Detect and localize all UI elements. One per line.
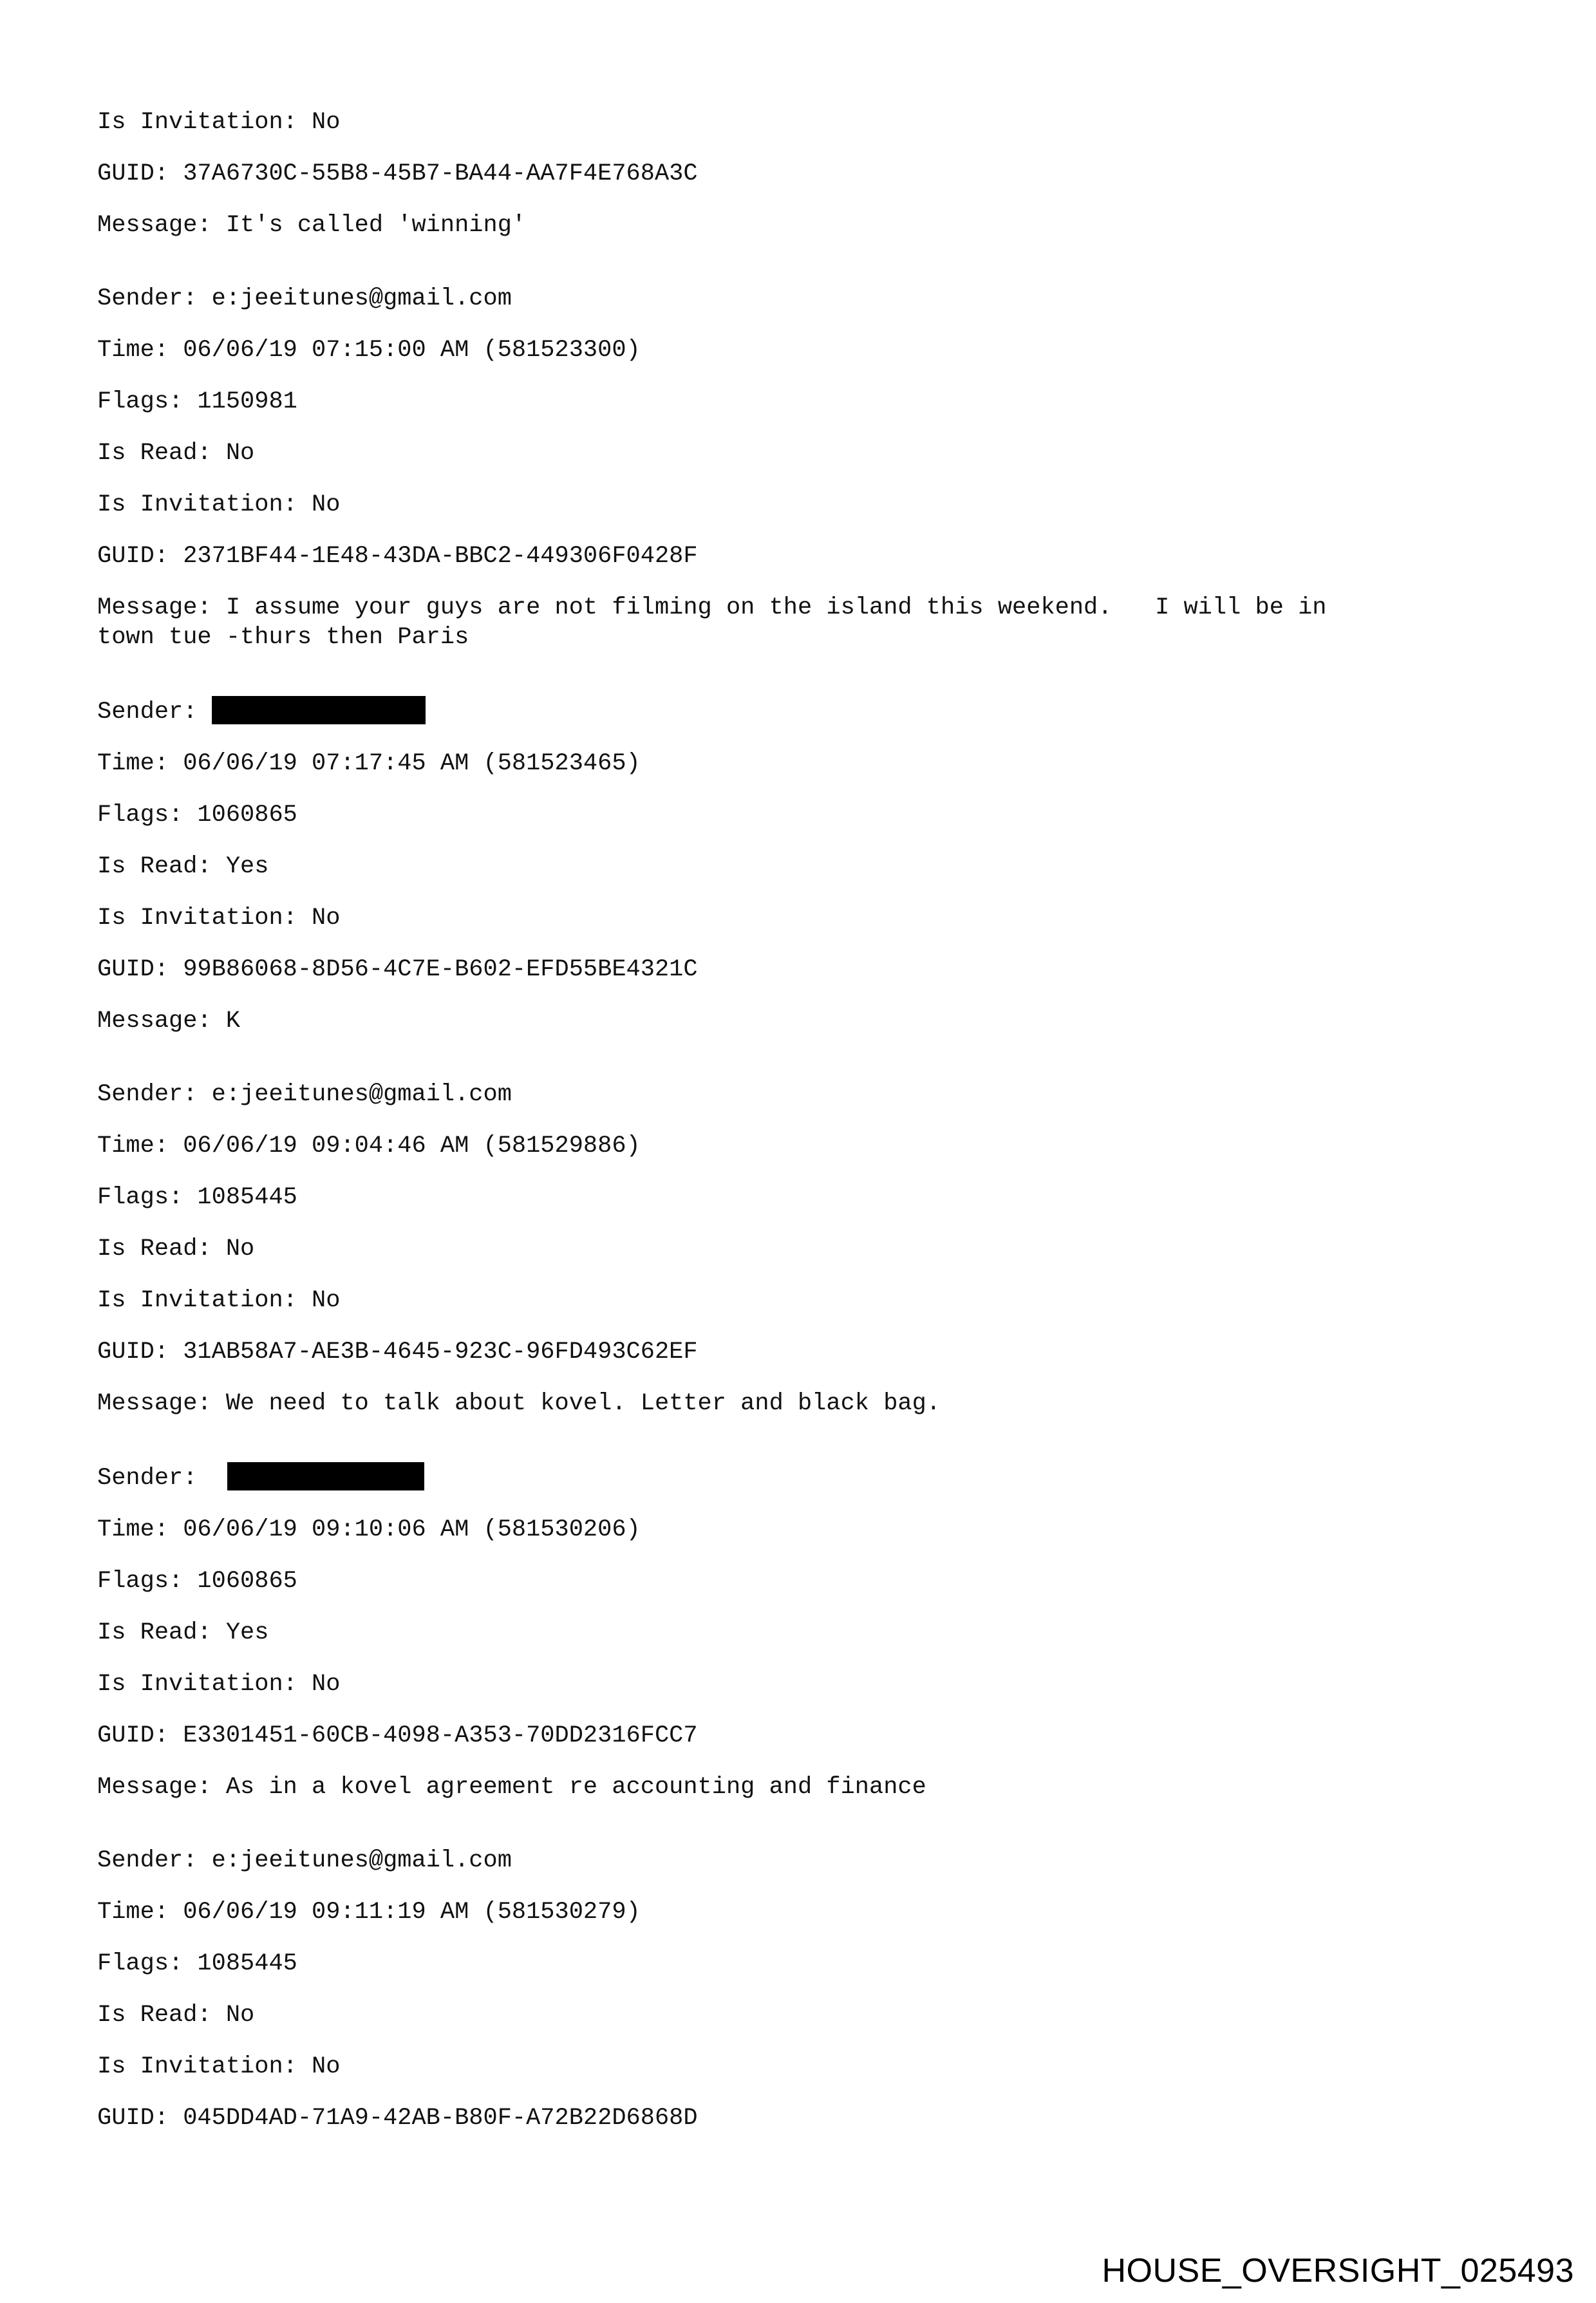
redaction-box — [227, 1462, 424, 1490]
sender-value: e:jeeitunes@gmail.com — [211, 1081, 512, 1108]
guid-line: GUID: 31AB58A7-AE3B-4645-923C-96FD493C62EF — [97, 1339, 698, 1366]
invitation-line: Is Invitation: No — [97, 109, 341, 136]
sender-line — [97, 1846, 1552, 1875]
flags-line: Flags: 1085445 — [97, 1184, 297, 1211]
sender-label: Sender: — [97, 1465, 212, 1492]
is-read-line: Is Read: Yes — [97, 853, 269, 880]
message-record — [97, 1080, 1552, 1418]
time-line: Time: 06/06/19 09:11:19 AM (581530279) — [97, 1899, 641, 1926]
time-line: Time: 06/06/19 07:15:00 AM (581523300) — [97, 337, 641, 364]
guid-line: GUID: 99B86068-8D56-4C7E-B602-EFD55BE4321C — [97, 956, 698, 983]
is-read-line: Is Read: No — [97, 2002, 255, 2029]
message-line: Message: We need to talk about kovel. Letter and black bag. — [97, 1390, 941, 1417]
flags-line: Flags: 1150981 — [97, 388, 297, 415]
flags-line: Flags: 1060865 — [97, 802, 297, 829]
time-line: Time: 06/06/19 09:04:46 AM (581529886) — [97, 1133, 641, 1160]
sender-label: Sender: — [97, 1847, 212, 1874]
invitation-line: Is Invitation: No — [97, 1671, 341, 1698]
message-line: Message: I assume your guys are not filming on the island this weekend. I will be in town tue -thurs then Paris — [97, 594, 1327, 651]
time-line: Time: 06/06/19 07:17:45 AM (581523465) — [97, 750, 641, 777]
message-line: Message: K — [97, 1008, 241, 1035]
opening-record — [97, 108, 1552, 240]
sender-line — [97, 1080, 1552, 1109]
flags-line: Flags: 1085445 — [97, 1950, 297, 1977]
guid-line: GUID: 045DD4AD-71A9-42AB-B80F-A72B22D6868D — [97, 2105, 698, 2132]
sender-label: Sender: — [97, 699, 212, 726]
message-record — [97, 1462, 1552, 1802]
guid-line: GUID: 2371BF44-1E48-43DA-BBC2-449306F0428F — [97, 543, 698, 570]
is-read-line: Is Read: Yes — [97, 1619, 269, 1646]
message-record — [97, 1846, 1552, 2133]
invitation-line: Is Invitation: No — [97, 491, 341, 518]
guid-line: GUID: 37A6730C-55B8-45B7-BA44-AA7F4E768A3C — [97, 160, 698, 187]
message-record — [97, 696, 1552, 1036]
message-line: Message: It's called 'winning' — [97, 212, 527, 239]
message-line: Message: As in a kovel agreement re accounting and finance — [97, 1774, 926, 1801]
sender-line — [97, 696, 1552, 727]
is-read-line: Is Read: No — [97, 1236, 255, 1263]
bates-number: HOUSE_OVERSIGHT_025493 — [1102, 2252, 1574, 2289]
sender-label: Sender: — [97, 285, 212, 312]
sender-value: e:jeeitunes@gmail.com — [211, 1847, 512, 1874]
flags-line: Flags: 1060865 — [97, 1568, 297, 1595]
sender-value: e:jeeitunes@gmail.com — [211, 285, 512, 312]
invitation-line: Is Invitation: No — [97, 905, 341, 932]
redaction-box — [212, 696, 426, 724]
invitation-line: Is Invitation: No — [97, 1287, 341, 1314]
time-line: Time: 06/06/19 09:10:06 AM (581530206) — [97, 1516, 641, 1543]
sender-line — [97, 284, 1552, 314]
sender-label: Sender: — [97, 1081, 212, 1108]
sender-line — [97, 1462, 1552, 1493]
message-log-page — [97, 0, 1552, 2133]
is-read-line: Is Read: No — [97, 440, 255, 467]
message-record — [97, 284, 1552, 652]
invitation-line: Is Invitation: No — [97, 2053, 341, 2080]
guid-line: GUID: E3301451-60CB-4098-A353-70DD2316FCC7 — [97, 1722, 698, 1749]
